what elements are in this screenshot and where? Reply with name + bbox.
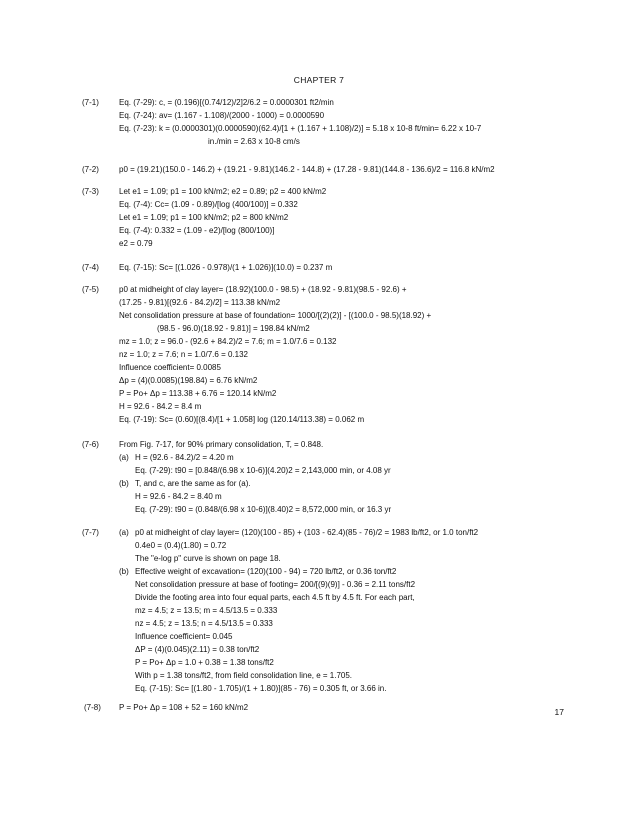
- part-label: (a): [119, 528, 129, 537]
- solution-line: With p = 1.38 tons/ft2, from field consolidation line, e = 1.705.: [135, 671, 353, 680]
- problem-number: (7-7): [82, 528, 99, 537]
- solution-line: mz = 4.5; z = 13.5; m = 4.5/13.5 = 0.333: [135, 606, 278, 615]
- solution-line: nz = 1.0; z = 7.6; n = 1.0/7.6 = 0.132: [119, 350, 248, 359]
- solution-line: Eq. (7-29): t90 = [0.848/(6.98 x 10-6)](4.20)2 = 2,143,000 min, or 4.08 yr: [135, 466, 391, 475]
- solution-line: ΔP = (4)(0.045)(2.11) = 0.38 ton/ft2: [135, 645, 260, 654]
- solution-line: 0.4e0 = (0.4)(1.80) = 0.72: [135, 541, 227, 550]
- solution-line: Influence coefficient= 0.045: [135, 632, 233, 641]
- solution-line: Net consolidation pressure at base of foundation= 1000/[(2)(2)] - [(100.0 - 98.5)(18.92) +: [119, 311, 432, 320]
- problem-number: (7-1): [82, 98, 99, 107]
- solution-line: e2 = 0.79: [119, 239, 153, 248]
- solution-line: Let e1 = 1.09; p1 = 100 kN/m2; p2 = 800 kN/m2: [119, 213, 289, 222]
- solution-line: From Fig. 7-17, for 90% primary consolidation, T, = 0.848.: [119, 440, 324, 449]
- solution-line: Eq. (7-4): 0.332 = (1.09 - e2)/[log (800/100)]: [119, 226, 275, 235]
- part-label: (b): [119, 479, 129, 488]
- solution-line: Influence coefficient= 0.0085: [119, 363, 221, 372]
- solution-line: Eq. (7-19): Sc= (0.60)[(8.4)/[1 + 1.058] log (120.14/113.38) = 0.062 m: [119, 415, 365, 424]
- solution-line: in./min = 2.63 x 10-8 cm/s: [208, 137, 300, 146]
- solution-line: Δp = (4)(0.0085)(198.84) = 6.76 kN/m2: [119, 376, 258, 385]
- solution-line: Let e1 = 1.09; p1 = 100 kN/m2; e2 = 0.89; p2 = 400 kN/m2: [119, 187, 327, 196]
- problem-number: (7-8): [84, 703, 101, 712]
- page-number: 17: [554, 707, 564, 717]
- solution-line: Eq. (7-4): Cc= (1.09 - 0.89)/[log (400/100)] = 0.332: [119, 200, 298, 209]
- solution-line: P = Po+ Δp = 1.0 + 0.38 = 1.38 tons/ft2: [135, 658, 274, 667]
- solution-line: Eq. (7-29): c, = (0.196)[(0.74/12)/2]2/6.2 = 0.0000301 ft2/min: [119, 98, 334, 107]
- problem-number: (7-6): [82, 440, 99, 449]
- solution-line: H = (92.6 - 84.2)/2 = 4.20 m: [135, 453, 234, 462]
- solution-line: H = 92.6 - 84.2 = 8.4 m: [119, 402, 202, 411]
- solution-line: P = Po+ Δp = 108 + 52 = 160 kN/m2: [119, 703, 249, 712]
- solution-line: p0 at midheight of clay layer= (18.92)(100.0 - 98.5) + (18.92 - 9.81)(98.5 - 92.6) +: [119, 285, 407, 294]
- solution-line: Eq. (7-23): k = (0.0000301)(0.0000590)(62.4)/[1 + (1.167 + 1.108)/2)] = 5.18 x 10-8 ft/min= 6.22 x 10-7: [119, 124, 482, 133]
- solution-line: (17.25 - 9.81)[(92.6 - 84.2)/2] = 113.38 kN/m2: [119, 298, 281, 307]
- part-label: (a): [119, 453, 129, 462]
- solution-line: Net consolidation pressure at base of footing= 200/[(9)(9)] - 0.36 = 2.11 tons/ft2: [135, 580, 416, 589]
- solution-line: nz = 4.5; z = 13.5; n = 4.5/13.5 = 0.333: [135, 619, 273, 628]
- problem-number: (7-5): [82, 285, 99, 294]
- problem-number: (7-4): [82, 263, 99, 272]
- solution-line: P = Po+ Δp = 113.38 + 6.76 = 120.14 kN/m2: [119, 389, 277, 398]
- solution-line: p0 at midheight of clay layer= (120)(100 - 85) + (103 - 62.4)(85 - 76)/2 = 1983 lb/ft2, or 1.0 ton/ft2: [135, 528, 479, 537]
- solution-line: T, and c, are the same as for (a).: [135, 479, 251, 488]
- chapter-title: CHAPTER 7: [293, 75, 345, 85]
- solution-line: (98.5 - 96.0)(18.92 - 9.81)] = 198.84 kN/m2: [157, 324, 310, 333]
- problem-number: (7-2): [82, 165, 99, 174]
- solution-line: Eq. (7-29): t90 = (0.848/(6.98 x 10-6)](8.40)2 = 8,572,000 min, or 16.3 yr: [135, 505, 392, 514]
- problem-number: (7-3): [82, 187, 99, 196]
- solution-line: Effective weight of excavation= (120)(100 - 94) = 720 lb/ft2, or 0.36 ton/ft2: [135, 567, 397, 576]
- solution-line: Eq. (7-24): av= (1.167 - 1.108)/(2000 - 1000) = 0.0000590: [119, 111, 325, 120]
- solution-line: mz = 1.0; z = 96.0 - (92.6 + 84.2)/2 = 7.6; m = 1.0/7.6 = 0.132: [119, 337, 337, 346]
- solution-line: Eq. (7-15): Sc= [(1.026 - 0.978)/(1 + 1.026)](10.0) = 0.237 m: [119, 263, 333, 272]
- solution-line: Eq. (7-15): Sc= [(1.80 - 1.705)/(1 + 1.80)](85 - 76) = 0.305 ft, or 3.66 in.: [135, 684, 387, 693]
- solution-line: H = 92.6 - 84.2 = 8.40 m: [135, 492, 222, 501]
- solution-line: The "e-log p" curve is shown on page 18.: [135, 554, 281, 563]
- solution-line: p0 = (19.21)(150.0 - 146.2) + (19.21 - 9.81)(146.2 - 144.8) + (17.28 - 9.81)(144.8 - 136.6)/2 = 116.8 kN/m2: [119, 165, 495, 174]
- part-label: (b): [119, 567, 129, 576]
- solution-line: Divide the footing area into four equal parts, each 4.5 ft by 4.5 ft. For each part,: [135, 593, 415, 602]
